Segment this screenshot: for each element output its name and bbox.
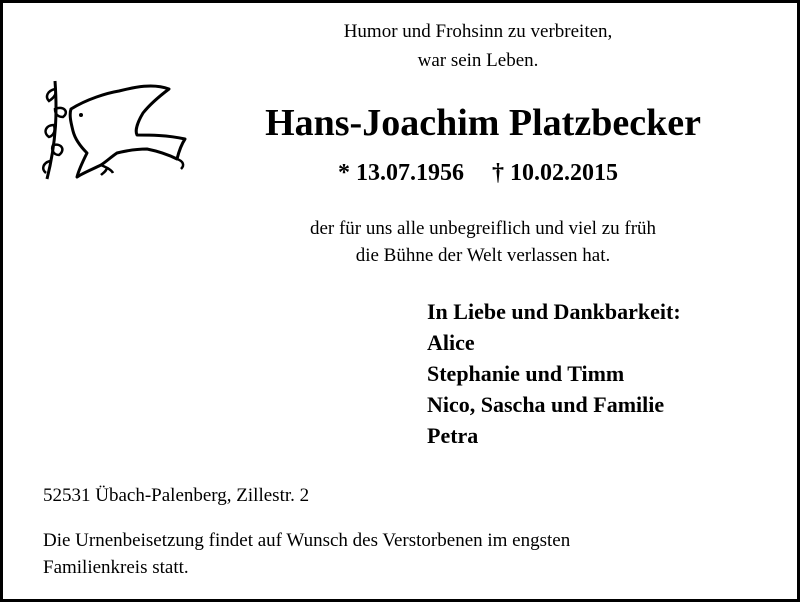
death-date: † 10.02.2015 — [492, 160, 618, 186]
birth-date: * 13.07.1956 — [338, 160, 464, 186]
mourner-name: Stephanie und Timm — [427, 361, 625, 386]
mourner-name: Alice — [427, 330, 475, 355]
funeral-info — [43, 527, 763, 581]
description-line-1: der für uns alle unbegreiflich und viel zu früh — [309, 218, 657, 239]
description — [193, 215, 773, 269]
funeral-info-line-2: Familienkreis statt. — [43, 557, 189, 578]
address: 52531 Übach-Palenberg, Zillestr. 2 — [43, 485, 310, 506]
dove-with-olive-branch-icon — [37, 69, 187, 192]
motto — [243, 17, 713, 75]
mourners-block — [427, 296, 681, 451]
funeral-info-line-1: Die Urnenbeisetzung findet auf Wunsch des Verstorbenen im engsten — [43, 530, 571, 551]
motto-line-2: war sein Leben. — [417, 50, 539, 71]
life-dates — [243, 160, 713, 187]
mourner-name: Nico, Sascha und Familie — [427, 392, 665, 417]
mourners-heading: In Liebe und Dankbarkeit: — [427, 299, 681, 324]
description-line-2: die Bühne der Welt verlassen hat. — [355, 245, 611, 266]
motto-line-1: Humor und Frohsinn zu verbreiten, — [343, 21, 613, 42]
mourner-name: Petra — [427, 423, 479, 448]
deceased-name: Hans-Joachim Platzbecker — [265, 102, 701, 144]
